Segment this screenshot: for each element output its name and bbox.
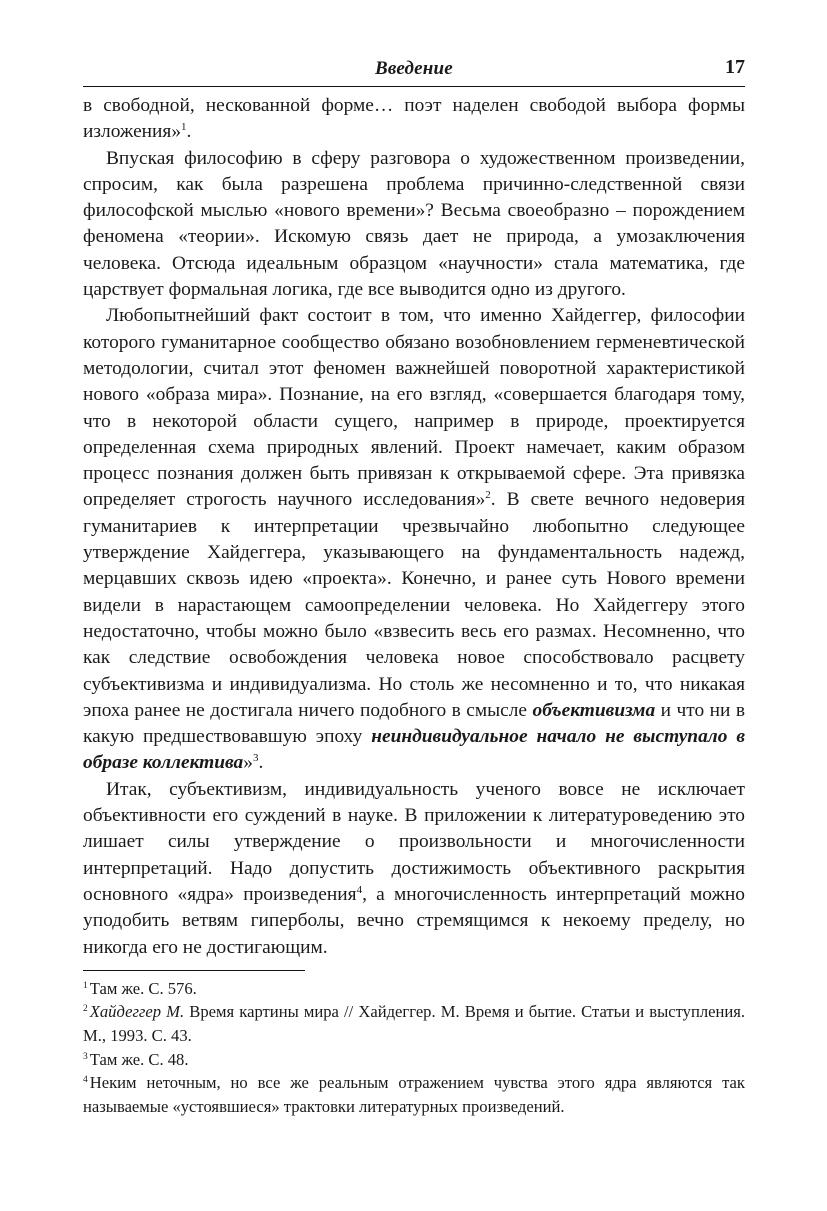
paragraph-3	[83, 303, 745, 776]
footnote-text: Там же. С. 48.	[89, 1049, 189, 1069]
paragraph-text: Впуская философию в сферу разговора о художественном произведении, спросим, как была разрешена проблема причинно-следственной связи философской мыслью «нового времени»? Весьма своеобразно – порождением феномена «теории». Искомую связь дает не природа, а умозаключения человека. Отсюда идеальным образцом «научности» стала математика, где царствует формальная логика, где все выводится одно из другого.	[83, 147, 745, 301]
footnote-ref: 4	[356, 883, 363, 896]
footnote-text: Время картины мира // Хайдеггер. М. Время и бытие. Статьи и выступления. М., 1993. С. 43.	[83, 1002, 746, 1045]
paragraph-1	[83, 93, 745, 146]
footnote-2	[83, 1000, 745, 1047]
footnote-author: Хайдеггер М.	[89, 1002, 185, 1022]
paragraph-text: и что ни в какую предшествовавшую эпоху	[83, 699, 745, 748]
footnote-ref: 3	[252, 752, 259, 765]
footnote-number: 1	[83, 980, 88, 991]
book-page	[83, 56, 745, 1118]
paragraph-4	[83, 777, 745, 961]
footnote-ref: 1	[181, 121, 187, 134]
paragraph-text: Любопытнейший факт состоит в том, что именно Хайдеггер, философии которого гуманитарное сообщество обязано возобновлением герменевтической методологии, считал этот феномен важнейшей поворотной характеристикой нового «образа мира». Познание, на его взгляд, «совершается благодаря тому, что в некоторой области сущего, например в природе, проектируется определенная схема природных явлений. Проект намечает, каким образом процесс познания должен быть привязан к открываемой сфере. Эта привязка определяет строгость научного исследования»	[83, 305, 745, 511]
paragraph-text: , а многочисленность интерпретаций можно уподобить ветвям гиперболы, вечно стремящимся к некоему пределу, но никогда его не достигающим.	[83, 883, 745, 958]
footnote-text: Неким неточным, но все же реальным отражением чувства этого ядра являются так называемые «устоявшиеся» трактовки литературных произведений.	[83, 1073, 745, 1116]
footnote-number: 2	[83, 1004, 88, 1015]
main-text	[83, 93, 745, 961]
paragraph-text: . В свете вечного недоверия гуманитариев к интерпретации чрезвычайно любопытно следующее утверждение Хайдеггера, указывающего на фундаментальность надежд, мерцавших сквозь идею «проекта». Конечно, и ранее суть Нового времени видели в нарастающем самоопределении человека. Но Хайдеггеру этого недостаточно, чтобы можно было «взвесить весь его размах. Несомненно, что как следствие освобождения человека новое способствовало расцвету субъективизма и индивидуализма. Но столь же несомненно и то, что никакая эпоха ранее не достигала ничего подобного в смысле	[83, 489, 746, 721]
section-title: Введение	[375, 58, 453, 79]
paragraph-2	[83, 146, 745, 304]
running-header	[83, 56, 745, 87]
page-number: 17	[725, 56, 745, 78]
paragraph-text: »	[243, 752, 253, 774]
footnotes	[83, 977, 745, 1119]
paragraph-text: в свободной, нескованной форме… поэт наделен свободой выбора формы изложения»	[83, 95, 745, 143]
footnote-number: 3	[83, 1051, 88, 1062]
emphasis-text: объективизма	[532, 699, 656, 721]
footnote-number: 4	[83, 1075, 88, 1086]
footnote-text: Там же. С. 576.	[89, 978, 197, 998]
paragraph-text: .	[186, 121, 192, 143]
paragraph-text: Итак, субъективизм, индивидуальность ученого вовсе не исключает объективности его суждений в науке. В приложении к литературоведению это лишает силы утверждение о произвольности и многочисленности интерпретаций. Надо допустить достижимость объективного раскрытия основного «ядра» произведения	[83, 778, 745, 905]
paragraph-text: .	[258, 752, 264, 774]
footnote-ref: 2	[485, 489, 491, 502]
footnote-4	[83, 1071, 745, 1118]
footnote-1	[83, 977, 745, 1001]
footnote-3	[83, 1048, 745, 1072]
emphasis-text: неиндивидуальное начало не выступало в образе коллектива	[83, 726, 745, 774]
footnote-separator	[83, 970, 305, 971]
